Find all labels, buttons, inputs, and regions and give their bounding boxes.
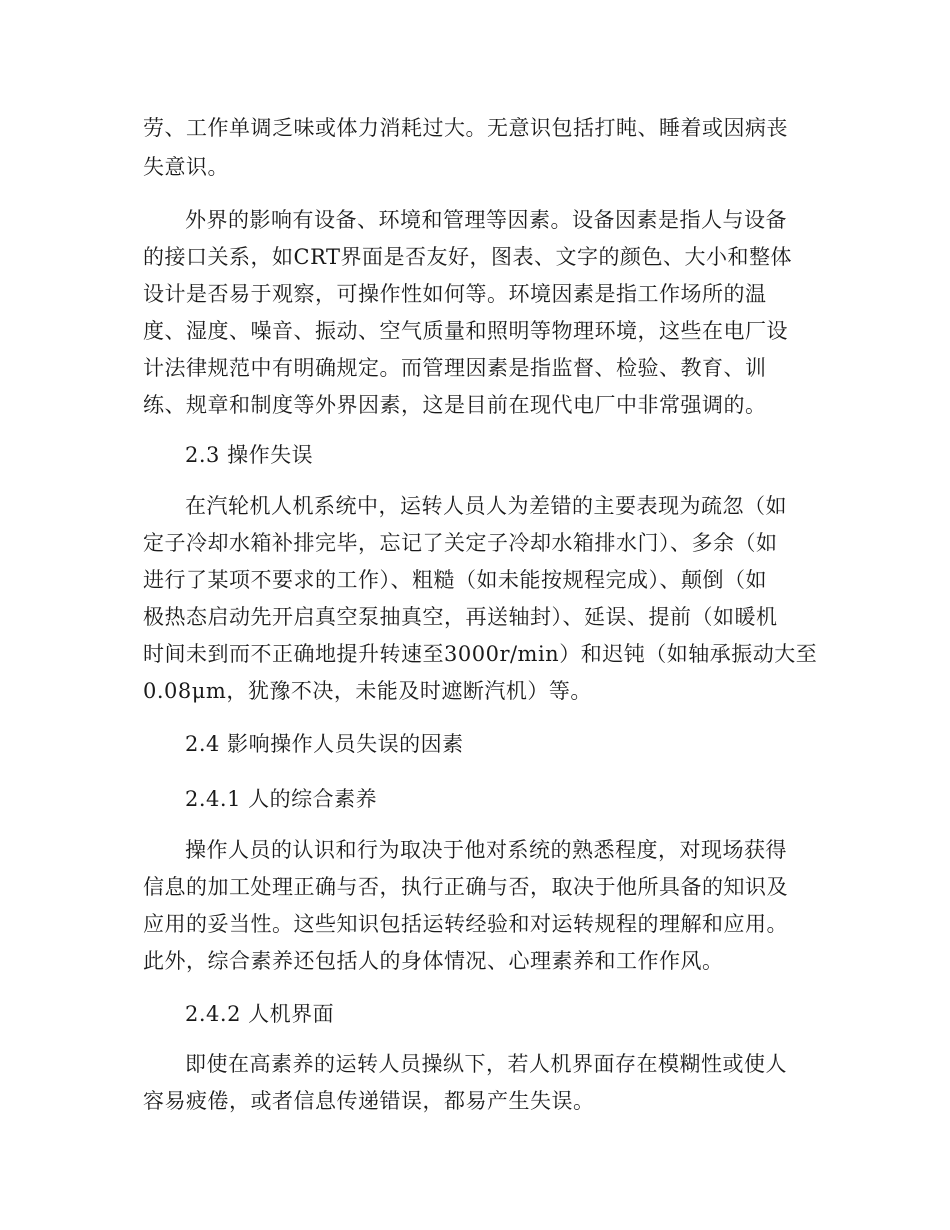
paragraph-line: 极热态启动先开启真空泵抽真空，再送轴封）、延误、提前（如暖机 [143,605,778,629]
subsection-heading: 2.4.2 人机界面 [185,1002,335,1026]
paragraph-line: 劳、工作单调乏味或体力消耗过大。无意识包括打盹、睡着或因病丧 [143,116,788,140]
paragraph-line: 此外，综合素养还包括人的身体情况、心理素养和工作作风。 [143,949,724,973]
paragraph-line: 进行了某项不要求的工作）、粗糙（如未能按规程完成）、颠倒（如 [143,568,767,592]
paragraph-line: 容易疲倦，或者信息传递错误，都易产生失误。 [143,1089,595,1113]
paragraph-line: 外界的影响有设备、环境和管理等因素。设备因素是指人与设备 [185,208,787,232]
paragraph-line: 的接口关系，如CRT界面是否友好，图表、文字的颜色、大小和整体 [143,245,793,269]
paragraph-line: 即使在高素养的运转人员操纵下，若人机界面存在模糊性或使人 [185,1052,787,1076]
paragraph-line: 度、湿度、噪音、振动、空气质量和照明等物理环境，这些在电厂设 [143,319,788,343]
paragraph-line: 操作人员的认识和行为取决于他对系统的熟悉程度，对现场获得 [185,838,787,862]
paragraph-line: 练、规章和制度等外界因素，这是目前在现代电厂中非常强调的。 [143,393,767,417]
paragraph-line: 计法律规范中有明确规定。而管理因素是指监督、检验、教育、训 [143,356,767,380]
paragraph-line: 设计是否易于观察，可操作性如何等。环境因素是指工作场所的温 [143,282,767,306]
paragraph-line: 时间未到而不正确地提升转速至3000r/min）和迟钝（如轴承振动大至 [143,642,818,666]
paragraph-line: 0.08μm，犹豫不决，未能及时遮断汽机）等。 [143,679,592,703]
paragraph-line: 信息的加工处理正确与否，执行正确与否，取决于他所具备的知识及 [143,875,788,899]
paragraph-line: 定子冷却水箱补排完毕，忘记了关定子冷却水箱排水门）、多余（如 [143,531,778,555]
paragraph-line: 失意识。 [143,155,229,179]
section-heading: 2.4 影响操作人员失误的因素 [185,732,464,756]
section-heading: 2.3 操作失误 [185,443,314,467]
subsection-heading: 2.4.1 人的综合素养 [185,787,378,811]
paragraph-line: 在汽轮机人机系统中，运转人员人为差错的主要表现为疏忽（如 [185,494,787,518]
paragraph-line: 应用的妥当性。这些知识包括运转经验和对运转规程的理解和应用。 [143,912,788,936]
